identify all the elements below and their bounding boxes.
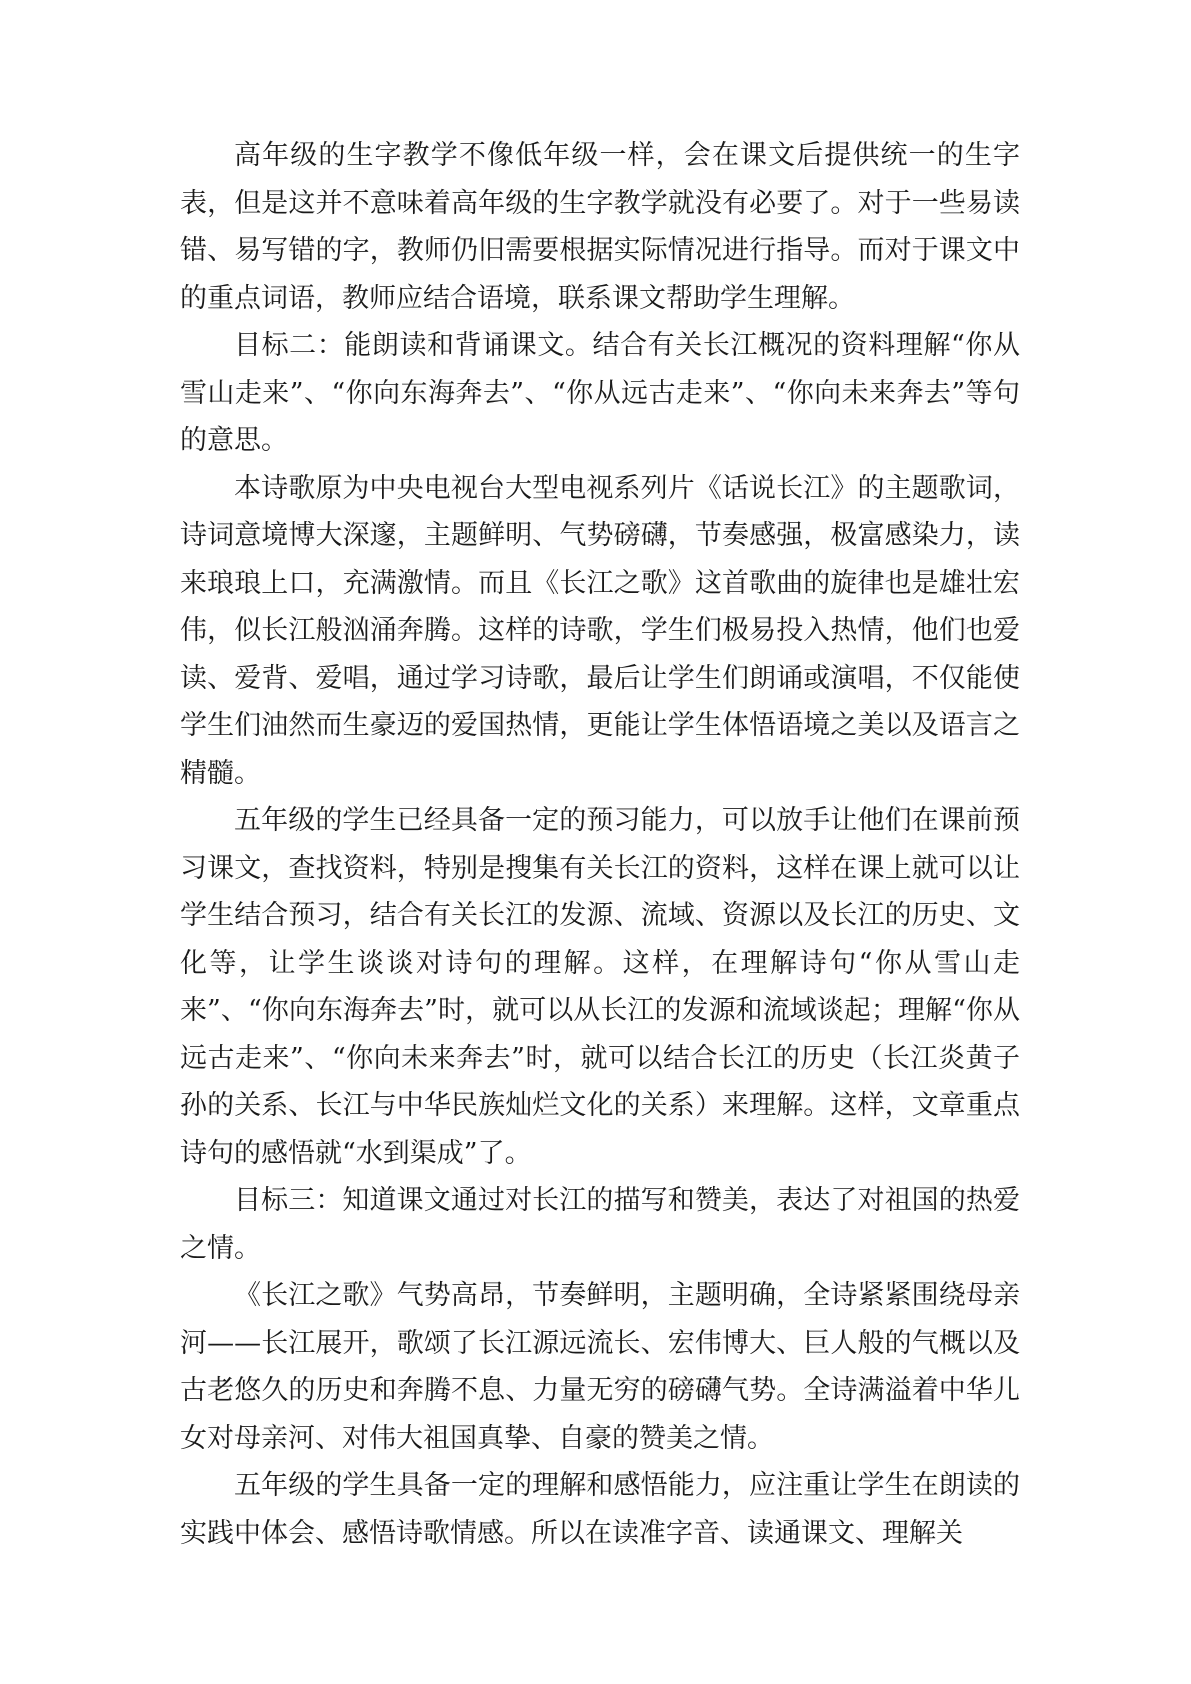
paragraph-preview-ability: 五年级的学生已经具备一定的预习能力，可以放手让他们在课前预习课文，查找资料，特别是搜集有关长江的资料，这样在课上就可以让学生结合预习，结合有关长江的发源、流域、资源以及长江的历史、文化等，让学生谈谈对诗句的理解。这样，在理解诗句“你从雪山走来”、“你向东海奔去”时，就可以从长江的发源和流域谈起；理解“你从远古走来”、“你向未来奔去”时，就可以结合长江的历史（长江炎黄子孙的关系、长江与中华民族灿烂文化的关系）来理解。这样，文章重点诗句的感悟就“水到渠成”了。 <box>180 805 1020 1169</box>
paragraph-character-teaching: 高年级的生字教学不像低年级一样，会在课文后提供统一的生字表，但是这并不意味着高年级的生字教学就没有必要了。对于一些易读错、易写错的字，教师仍旧需要根据实际情况进行指导。而对于课文中的重点词语，教师应结合语境，联系课文帮助学生理解。 <box>180 140 1020 314</box>
paragraph-reading-practice: 五年级的学生具备一定的理解和感悟能力，应注重让学生在朗读的实践中体会、感悟诗歌情感。所以在读准字音、读通课文、理解关 <box>180 1470 1020 1549</box>
paragraph-goal-two: 目标二：能朗读和背诵课文。结合有关长江概况的资料理解“你从雪山走来”、“你向东海奔去”、“你从远古走来”、“你向未来奔去”等句的意思。 <box>180 330 1020 456</box>
paragraph-goal-three: 目标三：知道课文通过对长江的描写和赞美，表达了对祖国的热爱之情。 <box>180 1185 1020 1264</box>
paragraph-poem-theme: 《长江之歌》气势高昂，节奏鲜明，主题明确，全诗紧紧围绕母亲河——长江展开，歌颂了长江源远流长、宏伟博大、巨人般的气概以及古老悠久的历史和奔腾不息、力量无穷的磅礴气势。全诗满溢着中华儿女对母亲河、对伟大祖国真挚、自豪的赞美之情。 <box>180 1280 1020 1454</box>
paragraph-poem-background: 本诗歌原为中央电视台大型电视系列片《话说长江》的主题歌词，诗词意境博大深邃，主题鲜明、气势磅礴，节奏感强，极富感染力，读来琅琅上口，充满激情。而且《长江之歌》这首歌曲的旋律也是雄壮宏伟，似长江般汹涌奔腾。这样的诗歌，学生们极易投入热情，他们也爱读、爱背、爱唱，通过学习诗歌，最后让学生们朗诵或演唱，不仅能使学生们油然而生豪迈的爱国热情，更能让学生体悟语境之美以及语言之精髓。 <box>180 472 1020 789</box>
document-body <box>180 132 1020 1557</box>
